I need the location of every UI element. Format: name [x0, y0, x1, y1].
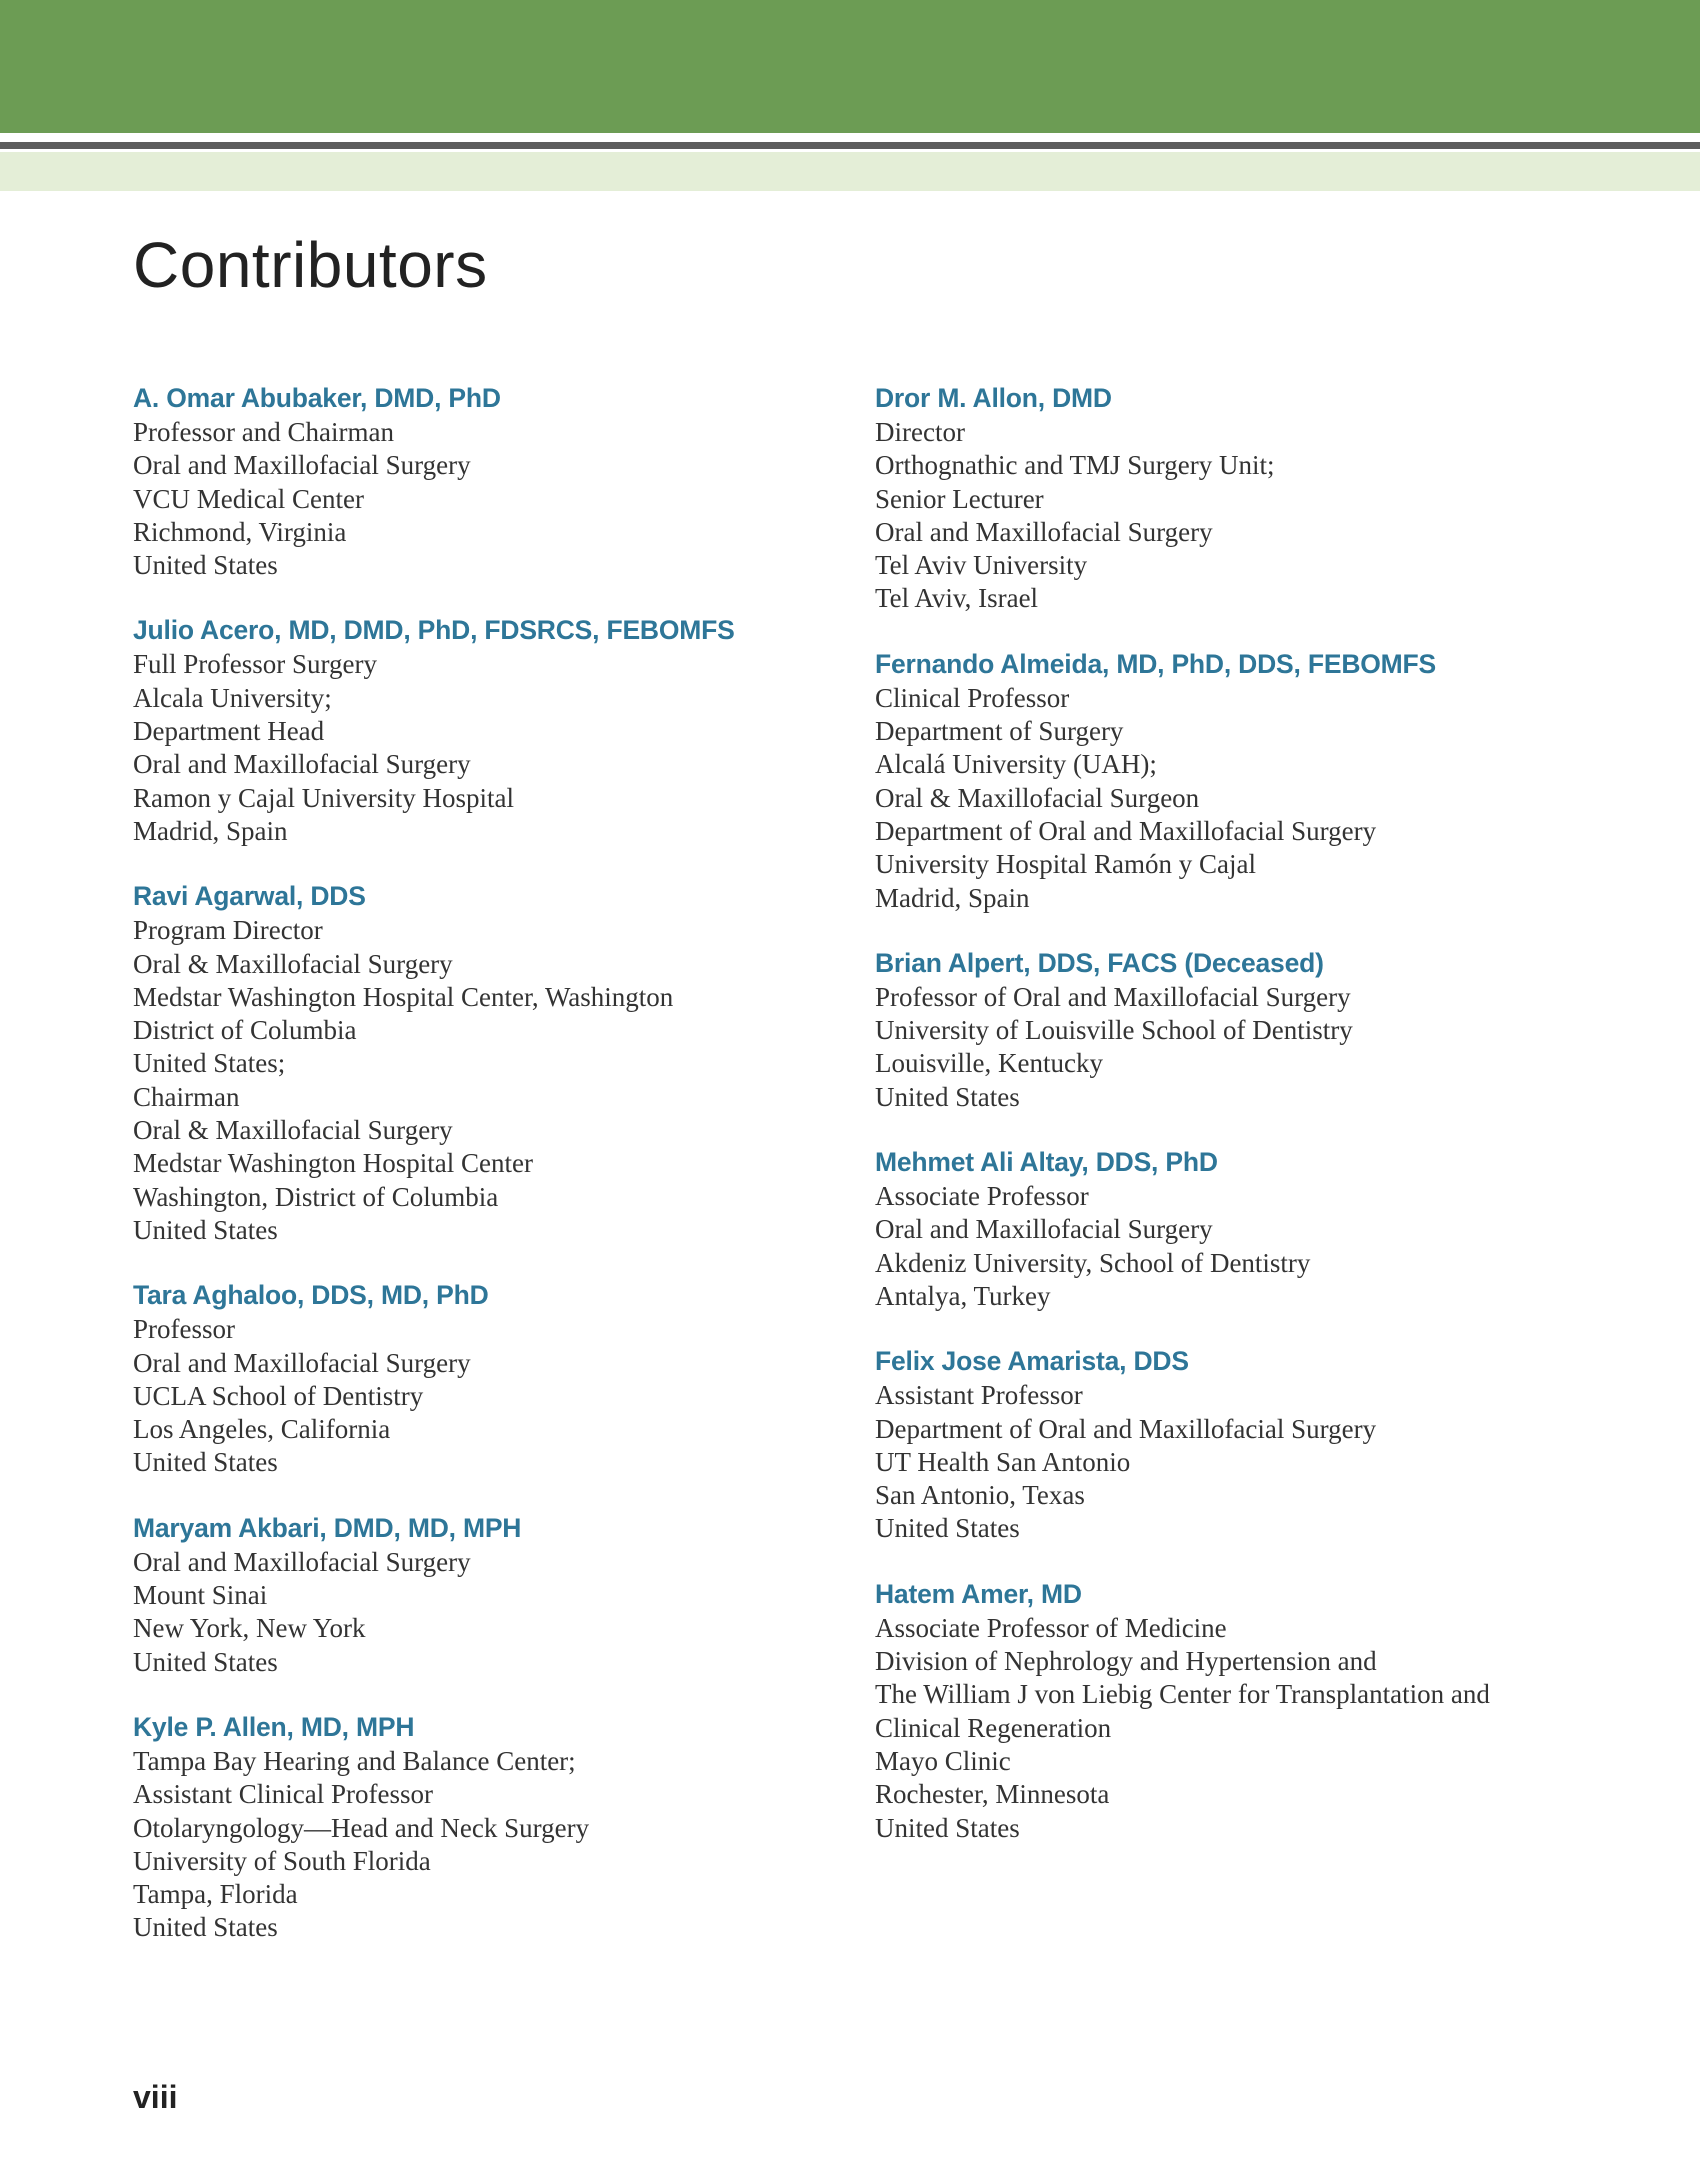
contributor-affiliation-line: Tampa, Florida: [133, 1879, 298, 1910]
contributor-name: Maryam Akbari, DMD, MD, MPH: [133, 1512, 522, 1543]
contributor-affiliation-line: Senior Lecturer: [875, 483, 1044, 514]
contributor-affiliation-line: Director: [875, 417, 965, 447]
contributors-column-right: [875, 381, 1635, 1876]
contributor-affiliation-line: Medstar Washington Hospital Center, Washington: [133, 981, 674, 1012]
contributor-affiliation-line: Rochester, Minnesota: [875, 1779, 1110, 1810]
contributor-affiliation-line: Department of Oral and Maxillofacial Surgery: [875, 1413, 1377, 1444]
contributor-affiliation-line: United States: [133, 1912, 278, 1943]
contributor-affiliation-line: United States: [133, 1646, 278, 1677]
contributor-affiliation-line: Madrid, Spain: [875, 882, 1030, 913]
contributor-affiliation-line: Tel Aviv University: [875, 550, 1088, 581]
contributor-name: Ravi Agarwal, DDS: [133, 881, 366, 912]
contributor-affiliation-line: Oral and Maxillofacial Surgery: [875, 1214, 1213, 1245]
contributor-name: Brian Alpert, DDS, FACS (Deceased): [875, 947, 1324, 978]
header-band: [0, 0, 1700, 133]
contributor-entry: [133, 879, 833, 1247]
page-number: viii: [133, 2079, 178, 2115]
contributor-affiliation-line: University Hospital Ramón y Cajal: [875, 849, 1256, 880]
contributor-affiliation-line: Oral and Maxillofacial Surgery: [133, 1546, 471, 1577]
contributor-affiliation-line: Medstar Washington Hospital Center: [133, 1148, 534, 1179]
contributor-affiliation-line: United States: [875, 1812, 1020, 1843]
contributor-affiliation-line: UCLA School of Dentistry: [133, 1380, 424, 1411]
contributor-affiliation-line: Antalya, Turkey: [875, 1280, 1051, 1311]
contributor-affiliation-line: The William J von Liebig Center for Transplantation and: [875, 1679, 1490, 1710]
contributor-affiliation-line: Mount Sinai: [133, 1580, 268, 1611]
contributor-name: Mehmet Ali Altay, DDS, PhD: [875, 1147, 1218, 1178]
contributor-affiliation-line: Madrid, Spain: [133, 815, 288, 846]
contributor-entry: [133, 1511, 833, 1679]
contributor-name: Tara Aghaloo, DDS, MD, PhD: [133, 1280, 489, 1311]
contributor-affiliation-line: United States: [133, 1214, 278, 1245]
contributors-column-left: [133, 381, 833, 1976]
contributor-affiliation-line: Akdeniz University, School of Dentistry: [875, 1247, 1311, 1278]
contributor-affiliation-line: New York, New York: [133, 1613, 366, 1644]
page-title: Contributors: [133, 229, 488, 301]
contributor-affiliation-line: Tampa Bay Hearing and Balance Center;: [133, 1745, 576, 1776]
contributor-affiliation-line: University of South Florida: [133, 1845, 431, 1876]
contributor-name: Hatem Amer, MD: [875, 1578, 1082, 1609]
contributor-affiliation-line: Oral and Maxillofacial Surgery: [133, 1347, 471, 1378]
contributor-affiliation-line: Assistant Professor: [875, 1380, 1083, 1411]
contributor-entry: [133, 381, 833, 582]
contributor-name: A. Omar Abubaker, DMD, PhD: [133, 383, 501, 413]
contributor-affiliation-line: Professor of Oral and Maxillofacial Surgery: [875, 981, 1351, 1012]
contributor-affiliation-line: Alcalá University (UAH);: [875, 749, 1157, 780]
contributor-entry: [133, 1278, 833, 1479]
contributor-affiliation-line: Oral & Maxillofacial Surgery: [133, 1115, 453, 1146]
contributor-affiliation-line: Program Director: [133, 915, 323, 946]
contributor-affiliation-line: Oral and Maxillofacial Surgery: [133, 749, 471, 780]
contributor-affiliation-line: United States: [875, 1081, 1020, 1112]
header-rule: [0, 142, 1700, 149]
contributor-entry: [875, 647, 1635, 915]
contributor-entry: [133, 1710, 833, 1945]
contributor-entry: [875, 946, 1635, 1114]
contributor-entry: [875, 1577, 1635, 1845]
contributor-entry: [133, 613, 833, 848]
contributor-affiliation-line: Oral & Maxillofacial Surgery: [133, 948, 453, 979]
contributor-affiliation-line: Otolaryngology—Head and Neck Surgery: [133, 1812, 590, 1843]
contributor-affiliation-line: United States: [133, 550, 278, 581]
contributor-affiliation-line: Professor and Chairman: [133, 417, 394, 447]
contributor-affiliation-line: Oral and Maxillofacial Surgery: [875, 516, 1213, 547]
contributor-affiliation-line: Department of Surgery: [875, 716, 1124, 747]
contributor-name: Dror M. Allon, DMD: [875, 383, 1112, 413]
contributor-affiliation-line: Chairman: [133, 1081, 240, 1112]
contributor-affiliation-line: Associate Professor: [875, 1181, 1089, 1212]
contributor-entry: [875, 1145, 1635, 1313]
contributor-affiliation-line: Full Professor Surgery: [133, 649, 378, 680]
contributor-affiliation-line: Department of Oral and Maxillofacial Surgery: [875, 815, 1377, 846]
contributor-affiliation-line: VCU Medical Center: [133, 483, 364, 514]
contributor-affiliation-line: Assistant Clinical Professor: [133, 1779, 433, 1810]
contributor-affiliation-line: Orthognathic and TMJ Surgery Unit;: [875, 450, 1275, 481]
contributor-affiliation-line: Clinical Regeneration: [875, 1712, 1112, 1743]
contributor-affiliation-line: Richmond, Virginia: [133, 516, 347, 547]
contributor-affiliation-line: Mayo Clinic: [875, 1745, 1011, 1776]
contributor-name: Kyle P. Allen, MD, MPH: [133, 1711, 415, 1742]
contributor-affiliation-line: Alcala University;: [133, 682, 332, 713]
contributor-affiliation-line: District of Columbia: [133, 1015, 357, 1046]
contributor-affiliation-line: Professor: [133, 1314, 235, 1345]
contributor-affiliation-line: Washington, District of Columbia: [133, 1181, 499, 1212]
contributor-affiliation-line: Clinical Professor: [875, 682, 1070, 713]
contributor-affiliation-line: San Antonio, Texas: [875, 1480, 1085, 1511]
contributor-affiliation-line: Division of Nephrology and Hypertension and: [875, 1646, 1377, 1677]
contributor-affiliation-line: Tel Aviv, Israel: [875, 583, 1039, 614]
contributor-affiliation-line: University of Louisville School of Dentistry: [875, 1015, 1353, 1046]
contributor-entry: [875, 381, 1635, 616]
contributor-affiliation-line: United States;: [133, 1048, 286, 1079]
contributor-name: Fernando Almeida, MD, PhD, DDS, FEBOMFS: [875, 648, 1437, 679]
contributor-affiliation-line: United States: [133, 1447, 278, 1478]
contributor-affiliation-line: Los Angeles, California: [133, 1414, 391, 1445]
contributor-affiliation-line: Oral & Maxillofacial Surgeon: [875, 782, 1200, 813]
header-light-band: [0, 152, 1700, 191]
contributor-affiliation-line: United States: [875, 1513, 1020, 1544]
contributor-affiliation-line: Associate Professor of Medicine: [875, 1612, 1227, 1643]
contributor-affiliation-line: Oral and Maxillofacial Surgery: [133, 450, 471, 481]
contributor-name: Felix Jose Amarista, DDS: [875, 1346, 1189, 1377]
contributor-affiliation-line: Department Head: [133, 716, 325, 747]
contributor-affiliation-line: UT Health San Antonio: [875, 1446, 1131, 1477]
contributor-affiliation-line: Louisville, Kentucky: [875, 1048, 1103, 1079]
contributor-entry: [875, 1344, 1635, 1545]
contributor-name: Julio Acero, MD, DMD, PhD, FDSRCS, FEBOMFS: [133, 615, 735, 646]
contributor-affiliation-line: Ramon y Cajal University Hospital: [133, 782, 514, 813]
